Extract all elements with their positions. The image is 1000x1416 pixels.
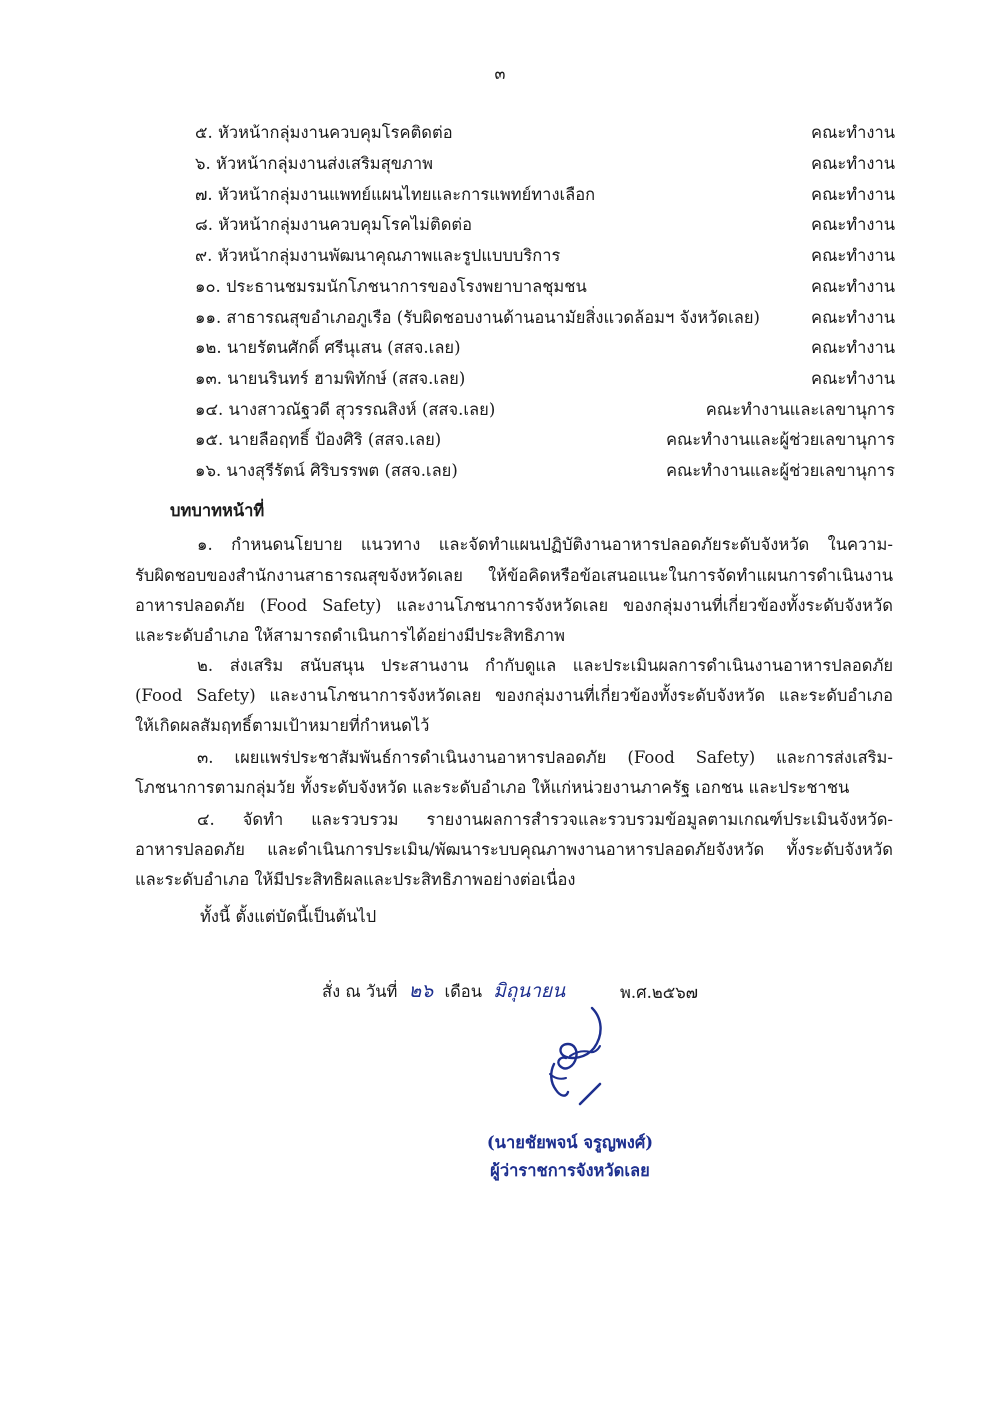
date-month-label: เดือน — [444, 982, 482, 1001]
member-name: ๖. หัวหน้ากลุ่มงานส่งเสริมสุขภาพ — [195, 154, 434, 173]
duties-heading: บทบาทหน้าที่ — [170, 501, 265, 520]
member-role: คณะทำงาน — [811, 308, 895, 327]
paragraph-line: อาหารปลอดภัย (Food Safety) และงานโภชนาการจังหวัดเลย ของกลุ่มงานที่เกี่ยวข้องทั้งระดับจังหวัด — [135, 596, 893, 615]
paragraph-line: อาหารปลอดภัย และดำเนินการประเมิน/พัฒนาระบบคุณภาพงานอาหารปลอดภัยจังหวัด ทั้งระดับจังหวัด — [135, 840, 893, 859]
member-name: ๑๐. ประธานชมรมนักโภชนาการของโรงพยาบาลชุมชน — [195, 277, 587, 296]
member-name: ๗. หัวหน้ากลุ่มงานแพทย์แผนไทยและการแพทย์ทางเลือก — [195, 185, 596, 204]
member-name: ๑๒. นายรัตนศักดิ์ ศรีนุเสน (สสจ.เลย) — [195, 338, 461, 357]
member-role: คณะทำงานและเลขานุการ — [705, 400, 895, 419]
member-role: คณะทำงาน — [811, 246, 895, 265]
date-year: พ.ศ.๒๕๖๗ — [620, 983, 699, 1002]
member-name: ๑๔. นางสาวณัฐวดี สุวรรณสิงห์ (สสจ.เลย) — [195, 400, 496, 419]
list-item — [195, 303, 895, 333]
list-item — [195, 272, 895, 302]
paragraph-line: และระดับอำเภอ ให้มีประสิทธิผลและประสิทธิภาพอย่างต่อเนื่อง — [135, 870, 576, 889]
paragraph-line: ๓. เผยแพร่ประชาสัมพันธ์การดำเนินงานอาหารปลอดภัย (Food Safety) และการส่งเสริม- — [197, 748, 893, 767]
member-role: คณะทำงานและผู้ช่วยเลขานุการ — [665, 430, 895, 449]
list-item — [195, 118, 895, 148]
paragraph-line: ให้เกิดผลสัมฤทธิ์ตามเป้าหมายที่กำหนดไว้ — [135, 716, 430, 735]
list-item — [195, 210, 895, 240]
member-role: คณะทำงาน — [811, 154, 895, 173]
effective-statement: ทั้งนี้ ตั้งแต่บัดนี้เป็นต้นไป — [200, 907, 377, 926]
date-day: ๒๖ — [408, 980, 434, 1002]
signer-title: ผู้ว่าราชการจังหวัดเลย — [490, 1161, 650, 1180]
member-name: ๑๕. นายลือฤทธิ์ ป้องศิริ (สสจ.เลย) — [195, 430, 442, 449]
member-role: คณะทำงาน — [811, 185, 895, 204]
list-item — [195, 395, 895, 425]
member-name: ๕. หัวหน้ากลุ่มงานควบคุมโรคติดต่อ — [195, 123, 453, 142]
paragraph-line: ๔. จัดทำ และรวบรวม รายงานผลการสำรวจและรวบรวมข้อมูลตามเกณฑ์ประเมินจังหวัด- — [197, 810, 893, 829]
signature-image — [520, 1000, 630, 1110]
paragraph-line: รับผิดชอบของสำนักงานสาธารณสุขจังหวัดเลย ให้ข้อคิดหรือข้อเสนอแนะในการจัดทำแผนการดำเนินงาน — [135, 566, 893, 585]
list-item — [195, 180, 895, 210]
signer-name: (นายชัยพจน์ จรูญพงศ์) — [486, 1133, 654, 1152]
paragraph-line: และระดับอำเภอ ให้สามารถดำเนินการได้อย่างมีประสิทธิภาพ — [135, 626, 565, 645]
date-prefix: สั่ง ณ วันที่ — [322, 982, 398, 1001]
member-role: คณะทำงาน — [811, 369, 895, 388]
list-item — [195, 364, 895, 394]
list-item — [195, 333, 895, 363]
member-name: ๑๓. นายนรินทร์ ฮามพิทักษ์ (สสจ.เลย) — [195, 369, 466, 388]
member-role: คณะทำงานและผู้ช่วยเลขานุการ — [665, 461, 895, 480]
list-item — [195, 149, 895, 179]
list-item — [195, 425, 895, 455]
page-number: ๓ — [494, 64, 506, 83]
paragraph-line: ๑. กำหนดนโยบาย แนวทาง และจัดทำแผนปฏิบัติงานอาหารปลอดภัยระดับจังหวัด ในความ- — [197, 535, 893, 554]
member-role: คณะทำงาน — [811, 123, 895, 142]
member-name: ๑๖. นางสุรีรัตน์ ศิริบรรพต (สสจ.เลย) — [195, 461, 458, 480]
member-name: ๙. หัวหน้ากลุ่มงานพัฒนาคุณภาพและรูปแบบบริการ — [195, 246, 561, 265]
member-role: คณะทำงาน — [811, 338, 895, 357]
member-role: คณะทำงาน — [811, 277, 895, 296]
paragraph-line: โภชนาการตามกลุ่มวัย ทั้งระดับจังหวัด และระดับอำเภอ ให้แก่หน่วยงานภาครัฐ เอกชน และประชาชน — [135, 778, 850, 797]
member-role: คณะทำงาน — [811, 215, 895, 234]
list-item — [195, 241, 895, 271]
member-name: ๑๑. สาธารณสุขอำเภอภูเรือ (รับผิดชอบงานด้านอนามัยสิ่งแวดล้อมฯ จังหวัดเลย) — [195, 308, 760, 327]
paragraph-line: (Food Safety) และงานโภชนาการจังหวัดเลย ของกลุ่มงานที่เกี่ยวข้องทั้งระดับจังหวัด และระดับอำเภอ — [135, 686, 893, 705]
member-name: ๘. หัวหน้ากลุ่มงานควบคุมโรคไม่ติดต่อ — [195, 215, 473, 234]
list-item — [195, 456, 895, 486]
paragraph-line: ๒. ส่งเสริม สนับสนุน ประสานงาน กำกับดูแล และประเมินผลการดำเนินงานอาหารปลอดภัย — [197, 656, 893, 675]
date-month: มิถุนายน — [493, 980, 566, 1002]
